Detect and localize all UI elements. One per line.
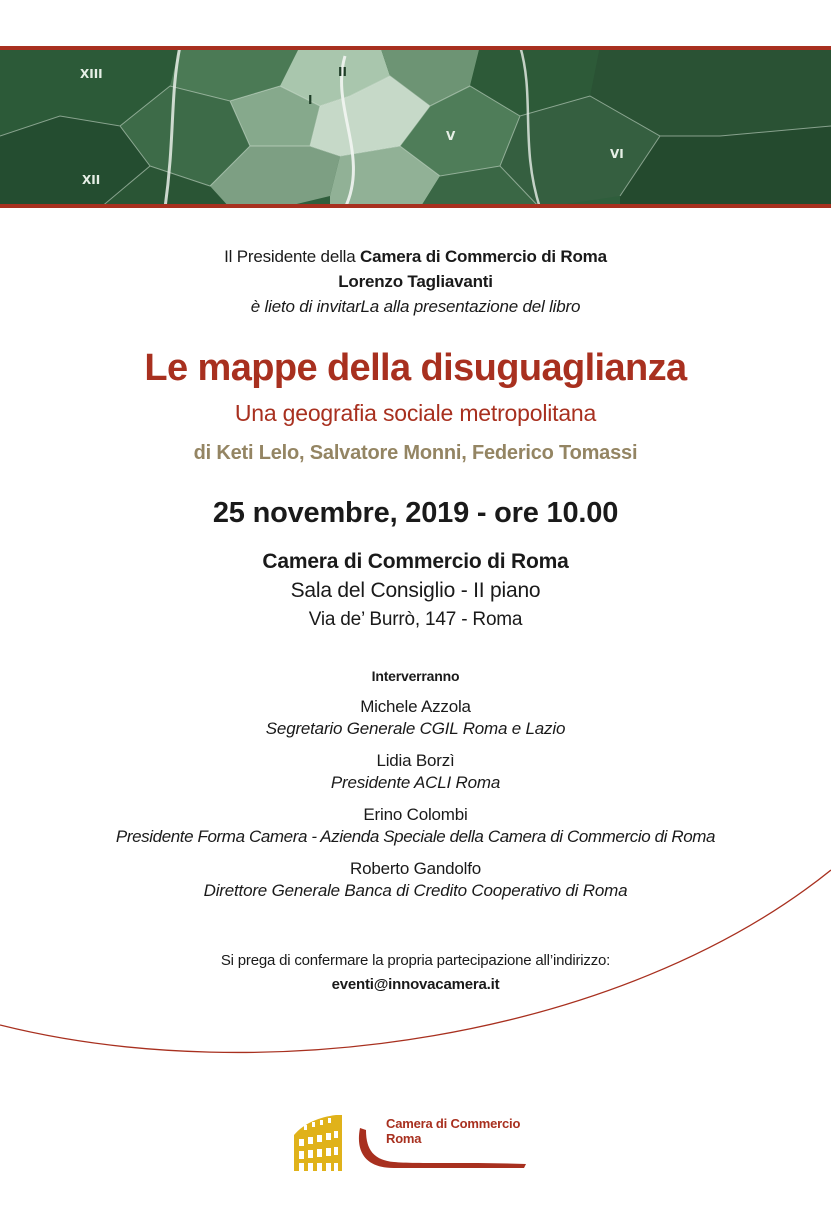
event-datetime: 25 novembre, 2019 - ore 10.00 <box>212 497 619 529</box>
invitation-line-3: è lieto di invitarLa alla presentazione del libro <box>250 297 581 316</box>
event-address: Via de’ Burrò, 147 - Roma <box>308 609 523 630</box>
speaker-role: Segretario Generale CGIL Roma e Lazio <box>265 719 566 738</box>
book-authors: di Keti Lelo, Salvatore Monni, Federico Tomassi <box>193 442 638 464</box>
district-label-v: V <box>446 129 456 143</box>
map-banner <box>0 46 831 208</box>
district-label-i: I <box>308 93 313 107</box>
district-label-xii: XII <box>82 173 101 187</box>
speaker-name: Lidia Borzì <box>376 751 455 770</box>
speaker-name: Roberto Gandolfo <box>350 859 481 878</box>
speaker-role: Direttore Generale Banca di Credito Cooperativo di Roma <box>203 881 628 900</box>
event-venue: Camera di Commercio di Roma <box>262 550 569 573</box>
speaker-name: Michele Azzola <box>360 697 471 716</box>
speaker-role: Presidente Forma Camera - Azienda Speciale della Camera di Commercio di Roma <box>115 827 716 846</box>
logo-line-1: Camera di Commercio <box>386 1116 521 1131</box>
district-label-ii: II <box>338 65 347 79</box>
invitation-prefix: Il Presidente della <box>224 247 361 266</box>
speaker-role: Presidente ACLI Roma <box>330 773 501 792</box>
colosseum-icon <box>290 1113 346 1173</box>
logo-line-2: Roma <box>386 1131 422 1146</box>
event-room: Sala del Consiglio - II piano <box>290 579 541 602</box>
book-title: Le mappe della disuguaglianza <box>144 347 687 389</box>
speakers-heading: Interverranno <box>371 668 460 684</box>
speaker-name: Erino Colombi <box>363 805 468 824</box>
invitation-line-1 <box>0 245 831 268</box>
district-label-xiii: XIII <box>80 67 103 81</box>
invitation-org: Camera di Commercio di Roma <box>360 247 607 266</box>
book-subtitle: Una geografia sociale metropolitana <box>234 400 597 426</box>
district-label-vi: VI <box>610 147 624 161</box>
president-name: Lorenzo Tagliavanti <box>338 272 493 291</box>
rsvp-text: Si prega di confermare la propria partecipazione all’indirizzo: <box>220 952 611 969</box>
rsvp-email[interactable]: eventi@innovacamera.it <box>331 976 500 993</box>
